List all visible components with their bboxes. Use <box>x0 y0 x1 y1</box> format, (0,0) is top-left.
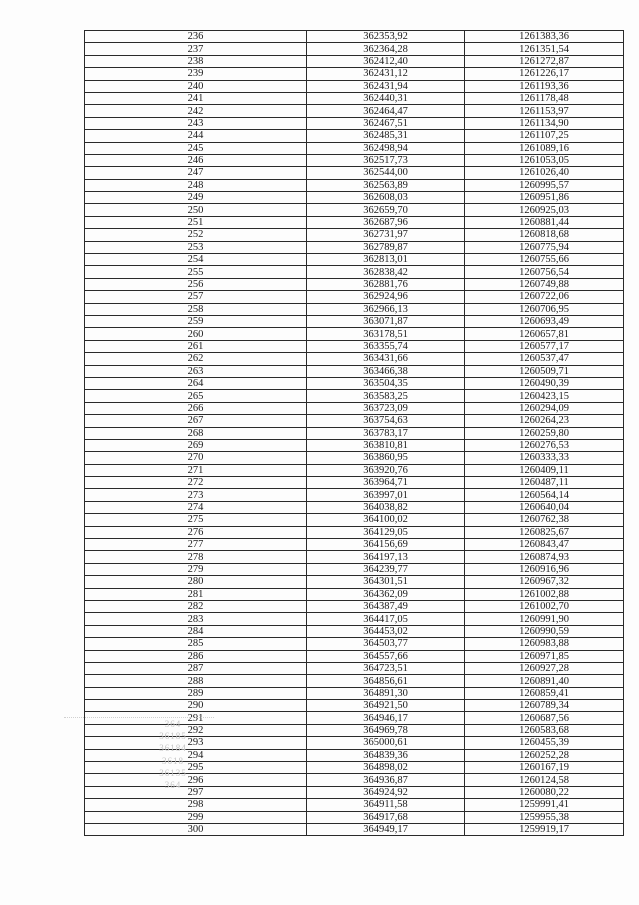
table-row <box>85 92 624 104</box>
table-row <box>85 315 624 327</box>
point-number-cell: 276 <box>85 526 307 538</box>
table-row <box>85 266 624 278</box>
y-coordinate-cell: 1260891,40 <box>465 675 624 687</box>
point-number-cell: 285 <box>85 638 307 650</box>
x-coordinate-cell: 364100,02 <box>307 514 465 526</box>
table-row <box>85 278 624 290</box>
y-coordinate-cell: 1260657,81 <box>465 328 624 340</box>
point-number-cell: 298 <box>85 799 307 811</box>
x-coordinate-cell: 364362,09 <box>307 588 465 600</box>
point-number-cell: 266 <box>85 402 307 414</box>
point-number-cell: 267 <box>85 415 307 427</box>
x-coordinate-cell: 363583,25 <box>307 390 465 402</box>
y-coordinate-cell: 1260264,23 <box>465 415 624 427</box>
table-row <box>85 600 624 612</box>
margin-mark: 36135 <box>159 768 187 778</box>
point-number-cell: 280 <box>85 576 307 588</box>
y-coordinate-cell: 1260487,11 <box>465 477 624 489</box>
point-number-cell: 277 <box>85 539 307 551</box>
point-number-cell: 272 <box>85 477 307 489</box>
y-coordinate-cell: 1261383,36 <box>465 31 624 43</box>
table-row <box>85 638 624 650</box>
table-row <box>85 216 624 228</box>
point-number-cell: 259 <box>85 315 307 327</box>
x-coordinate-cell: 364239,77 <box>307 563 465 575</box>
table-row <box>85 551 624 563</box>
x-coordinate-cell: 364949,17 <box>307 824 465 836</box>
x-coordinate-cell: 364969,78 <box>307 724 465 736</box>
table-row <box>85 613 624 625</box>
point-number-cell: 273 <box>85 489 307 501</box>
x-coordinate-cell: 364301,51 <box>307 576 465 588</box>
table-row <box>85 241 624 253</box>
x-coordinate-cell: 362485,31 <box>307 130 465 142</box>
point-number-cell: 251 <box>85 216 307 228</box>
y-coordinate-cell: 1261002,88 <box>465 588 624 600</box>
table-row <box>85 662 624 674</box>
coordinates-table-body <box>85 31 624 836</box>
y-coordinate-cell: 1260455,39 <box>465 737 624 749</box>
y-coordinate-cell: 1260409,11 <box>465 464 624 476</box>
point-number-cell: 264 <box>85 377 307 389</box>
x-coordinate-cell: 362498,94 <box>307 142 465 154</box>
x-coordinate-cell: 363466,38 <box>307 365 465 377</box>
y-coordinate-cell: 1260423,15 <box>465 390 624 402</box>
table-row <box>85 514 624 526</box>
y-coordinate-cell: 1261026,40 <box>465 167 624 179</box>
y-coordinate-cell: 1261089,16 <box>465 142 624 154</box>
point-number-cell: 281 <box>85 588 307 600</box>
point-number-cell: 270 <box>85 452 307 464</box>
x-coordinate-cell: 363964,71 <box>307 477 465 489</box>
table-row <box>85 55 624 67</box>
table-row <box>85 229 624 241</box>
x-coordinate-cell: 363754,63 <box>307 415 465 427</box>
x-coordinate-cell: 364503,77 <box>307 638 465 650</box>
y-coordinate-cell: 1259955,38 <box>465 811 624 823</box>
table-row <box>85 291 624 303</box>
point-number-cell: 290 <box>85 700 307 712</box>
x-coordinate-cell: 364946,17 <box>307 712 465 724</box>
x-coordinate-cell: 363920,76 <box>307 464 465 476</box>
y-coordinate-cell: 1260843,47 <box>465 539 624 551</box>
table-row <box>85 464 624 476</box>
x-coordinate-cell: 364453,02 <box>307 625 465 637</box>
y-coordinate-cell: 1259991,41 <box>465 799 624 811</box>
point-number-cell: 283 <box>85 613 307 625</box>
x-coordinate-cell: 362517,73 <box>307 154 465 166</box>
point-number-cell: 295 <box>85 762 307 774</box>
point-number-cell: 239 <box>85 68 307 80</box>
point-number-cell: 279 <box>85 563 307 575</box>
table-row <box>85 142 624 154</box>
y-coordinate-cell: 1261272,87 <box>465 55 624 67</box>
x-coordinate-cell: 362731,97 <box>307 229 465 241</box>
y-coordinate-cell: 1260259,80 <box>465 427 624 439</box>
table-row <box>85 415 624 427</box>
point-number-cell: 236 <box>85 31 307 43</box>
point-number-cell: 247 <box>85 167 307 179</box>
table-row <box>85 402 624 414</box>
point-number-cell: 257 <box>85 291 307 303</box>
point-number-cell: 240 <box>85 80 307 92</box>
x-coordinate-cell: 362431,12 <box>307 68 465 80</box>
point-number-cell: 293 <box>85 737 307 749</box>
x-coordinate-cell: 362440,31 <box>307 92 465 104</box>
y-coordinate-cell: 1260874,93 <box>465 551 624 563</box>
point-number-cell: 246 <box>85 154 307 166</box>
point-number-cell: 263 <box>85 365 307 377</box>
y-coordinate-cell: 1260925,03 <box>465 204 624 216</box>
x-coordinate-cell: 362467,51 <box>307 117 465 129</box>
x-coordinate-cell: 364891,30 <box>307 687 465 699</box>
table-row <box>85 167 624 179</box>
x-coordinate-cell: 362924,96 <box>307 291 465 303</box>
x-coordinate-cell: 363723,09 <box>307 402 465 414</box>
point-number-cell: 282 <box>85 600 307 612</box>
table-row <box>85 365 624 377</box>
margin-mark: 3618 <box>162 756 184 766</box>
table-row <box>85 340 624 352</box>
table-row <box>85 625 624 637</box>
point-number-cell: 291 <box>85 712 307 724</box>
y-coordinate-cell: 1260755,66 <box>465 254 624 266</box>
point-number-cell: 287 <box>85 662 307 674</box>
x-coordinate-cell: 362687,96 <box>307 216 465 228</box>
table-row <box>85 154 624 166</box>
point-number-cell: 292 <box>85 724 307 736</box>
y-coordinate-cell: 1260967,32 <box>465 576 624 588</box>
point-number-cell: 278 <box>85 551 307 563</box>
y-coordinate-cell: 1260859,41 <box>465 687 624 699</box>
x-coordinate-cell: 362608,03 <box>307 192 465 204</box>
x-coordinate-cell: 362364,28 <box>307 43 465 55</box>
y-coordinate-cell: 1260775,94 <box>465 241 624 253</box>
table-row <box>85 390 624 402</box>
y-coordinate-cell: 1259919,17 <box>465 824 624 836</box>
point-number-cell: 289 <box>85 687 307 699</box>
point-number-cell: 271 <box>85 464 307 476</box>
x-coordinate-cell: 362412,40 <box>307 55 465 67</box>
y-coordinate-cell: 1260276,53 <box>465 439 624 451</box>
y-coordinate-cell: 1260995,57 <box>465 179 624 191</box>
table-row <box>85 539 624 551</box>
table-row <box>85 427 624 439</box>
x-coordinate-cell: 362838,42 <box>307 266 465 278</box>
point-number-cell: 296 <box>85 774 307 786</box>
y-coordinate-cell: 1261226,17 <box>465 68 624 80</box>
y-coordinate-cell: 1260640,04 <box>465 501 624 513</box>
y-coordinate-cell: 1260333,33 <box>465 452 624 464</box>
point-number-cell: 275 <box>85 514 307 526</box>
point-number-cell: 260 <box>85 328 307 340</box>
y-coordinate-cell: 1260537,47 <box>465 353 624 365</box>
table-row <box>85 477 624 489</box>
table-row <box>85 526 624 538</box>
point-number-cell: 248 <box>85 179 307 191</box>
y-coordinate-cell: 1260080,22 <box>465 786 624 798</box>
y-coordinate-cell: 1260789,34 <box>465 700 624 712</box>
y-coordinate-cell: 1260983,88 <box>465 638 624 650</box>
point-number-cell: 269 <box>85 439 307 451</box>
table-row <box>85 254 624 266</box>
y-coordinate-cell: 1260583,68 <box>465 724 624 736</box>
point-number-cell: 243 <box>85 117 307 129</box>
point-number-cell: 286 <box>85 650 307 662</box>
table-row <box>85 117 624 129</box>
point-number-cell: 261 <box>85 340 307 352</box>
x-coordinate-cell: 363355,74 <box>307 340 465 352</box>
table-row <box>85 576 624 588</box>
point-number-cell: 297 <box>85 786 307 798</box>
y-coordinate-cell: 1260881,44 <box>465 216 624 228</box>
table-row <box>85 452 624 464</box>
table-row <box>85 179 624 191</box>
x-coordinate-cell: 364723,51 <box>307 662 465 674</box>
table-row <box>85 328 624 340</box>
point-number-cell: 242 <box>85 105 307 117</box>
point-number-cell: 268 <box>85 427 307 439</box>
faint-margin-rule <box>64 717 214 718</box>
table-row <box>85 563 624 575</box>
point-number-cell: 299 <box>85 811 307 823</box>
x-coordinate-cell: 363431,66 <box>307 353 465 365</box>
table-row <box>85 700 624 712</box>
y-coordinate-cell: 1260991,90 <box>465 613 624 625</box>
y-coordinate-cell: 1260252,28 <box>465 749 624 761</box>
x-coordinate-cell: 364921,50 <box>307 700 465 712</box>
table-row <box>85 353 624 365</box>
margin-mark: 36185 <box>159 731 187 741</box>
y-coordinate-cell: 1260706,95 <box>465 303 624 315</box>
y-coordinate-cell: 1260509,71 <box>465 365 624 377</box>
x-coordinate-cell: 363783,17 <box>307 427 465 439</box>
margin-mark: 36184 <box>159 743 187 753</box>
y-coordinate-cell: 1261178,48 <box>465 92 624 104</box>
x-coordinate-cell: 364898,02 <box>307 762 465 774</box>
table-row <box>85 377 624 389</box>
table-row <box>85 43 624 55</box>
point-number-cell: 256 <box>85 278 307 290</box>
point-number-cell: 253 <box>85 241 307 253</box>
y-coordinate-cell: 1261193,36 <box>465 80 624 92</box>
table-row <box>85 80 624 92</box>
point-number-cell: 294 <box>85 749 307 761</box>
x-coordinate-cell: 363178,51 <box>307 328 465 340</box>
y-coordinate-cell: 1260927,28 <box>465 662 624 674</box>
point-number-cell: 250 <box>85 204 307 216</box>
x-coordinate-cell: 362966,13 <box>307 303 465 315</box>
y-coordinate-cell: 1260124,58 <box>465 774 624 786</box>
table-row <box>85 204 624 216</box>
margin-mark: 364 <box>164 780 182 790</box>
y-coordinate-cell: 1261107,25 <box>465 130 624 142</box>
point-number-cell: 241 <box>85 92 307 104</box>
x-coordinate-cell: 363504,35 <box>307 377 465 389</box>
point-number-cell: 238 <box>85 55 307 67</box>
point-number-cell: 255 <box>85 266 307 278</box>
point-number-cell: 237 <box>85 43 307 55</box>
x-coordinate-cell: 362431,94 <box>307 80 465 92</box>
x-coordinate-cell: 364557,66 <box>307 650 465 662</box>
y-coordinate-cell: 1261351,54 <box>465 43 624 55</box>
y-coordinate-cell: 1260167,19 <box>465 762 624 774</box>
table-row <box>85 687 624 699</box>
y-coordinate-cell: 1260577,17 <box>465 340 624 352</box>
point-number-cell: 262 <box>85 353 307 365</box>
x-coordinate-cell: 364417,05 <box>307 613 465 625</box>
x-coordinate-cell: 363860,95 <box>307 452 465 464</box>
y-coordinate-cell: 1260818,68 <box>465 229 624 241</box>
y-coordinate-cell: 1260916,96 <box>465 563 624 575</box>
point-number-cell: 245 <box>85 142 307 154</box>
y-coordinate-cell: 1260825,67 <box>465 526 624 538</box>
y-coordinate-cell: 1261002,70 <box>465 600 624 612</box>
y-coordinate-cell: 1260722,06 <box>465 291 624 303</box>
x-coordinate-cell: 363071,87 <box>307 315 465 327</box>
point-number-cell: 300 <box>85 824 307 836</box>
table-row <box>85 68 624 80</box>
y-coordinate-cell: 1260990,59 <box>465 625 624 637</box>
table-row <box>85 675 624 687</box>
x-coordinate-cell: 362881,76 <box>307 278 465 290</box>
x-coordinate-cell: 362353,92 <box>307 31 465 43</box>
y-coordinate-cell: 1261134,90 <box>465 117 624 129</box>
table-row <box>85 650 624 662</box>
table-row <box>85 130 624 142</box>
x-coordinate-cell: 364924,92 <box>307 786 465 798</box>
table-row <box>85 105 624 117</box>
x-coordinate-cell: 362659,70 <box>307 204 465 216</box>
y-coordinate-cell: 1260756,54 <box>465 266 624 278</box>
y-coordinate-cell: 1260971,85 <box>465 650 624 662</box>
table-row <box>85 824 624 836</box>
x-coordinate-cell: 362813,01 <box>307 254 465 266</box>
x-coordinate-cell: 363810,81 <box>307 439 465 451</box>
x-coordinate-cell: 364387,49 <box>307 600 465 612</box>
table-row <box>85 811 624 823</box>
table-row <box>85 192 624 204</box>
y-coordinate-cell: 1260693,49 <box>465 315 624 327</box>
table-row <box>85 588 624 600</box>
x-coordinate-cell: 364197,13 <box>307 551 465 563</box>
x-coordinate-cell: 364936,87 <box>307 774 465 786</box>
margin-mark: 364 <box>164 719 182 729</box>
point-number-cell: 265 <box>85 390 307 402</box>
point-number-cell: 284 <box>85 625 307 637</box>
point-number-cell: 258 <box>85 303 307 315</box>
point-number-cell: 254 <box>85 254 307 266</box>
x-coordinate-cell: 364917,68 <box>307 811 465 823</box>
point-number-cell: 288 <box>85 675 307 687</box>
table-row <box>85 303 624 315</box>
coordinates-table <box>84 30 624 836</box>
y-coordinate-cell: 1260951,86 <box>465 192 624 204</box>
x-coordinate-cell: 364038,82 <box>307 501 465 513</box>
table-row <box>85 501 624 513</box>
x-coordinate-cell: 364856,61 <box>307 675 465 687</box>
x-coordinate-cell: 364911,58 <box>307 799 465 811</box>
y-coordinate-cell: 1260294,09 <box>465 402 624 414</box>
y-coordinate-cell: 1261153,97 <box>465 105 624 117</box>
y-coordinate-cell: 1260490,39 <box>465 377 624 389</box>
y-coordinate-cell: 1260749,88 <box>465 278 624 290</box>
point-number-cell: 249 <box>85 192 307 204</box>
point-number-cell: 274 <box>85 501 307 513</box>
x-coordinate-cell: 364156,69 <box>307 539 465 551</box>
y-coordinate-cell: 1260762,38 <box>465 514 624 526</box>
y-coordinate-cell: 1260687,56 <box>465 712 624 724</box>
x-coordinate-cell: 364839,36 <box>307 749 465 761</box>
y-coordinate-cell: 1260564,14 <box>465 489 624 501</box>
table-row <box>85 799 624 811</box>
x-coordinate-cell: 362789,87 <box>307 241 465 253</box>
x-coordinate-cell: 364129,05 <box>307 526 465 538</box>
x-coordinate-cell: 362563,89 <box>307 179 465 191</box>
table-row <box>85 439 624 451</box>
table-row <box>85 489 624 501</box>
table-row <box>85 31 624 43</box>
x-coordinate-cell: 365000,61 <box>307 737 465 749</box>
x-coordinate-cell: 362544,00 <box>307 167 465 179</box>
x-coordinate-cell: 363997,01 <box>307 489 465 501</box>
x-coordinate-cell: 362464,47 <box>307 105 465 117</box>
point-number-cell: 244 <box>85 130 307 142</box>
point-number-cell: 252 <box>85 229 307 241</box>
y-coordinate-cell: 1261053,05 <box>465 154 624 166</box>
